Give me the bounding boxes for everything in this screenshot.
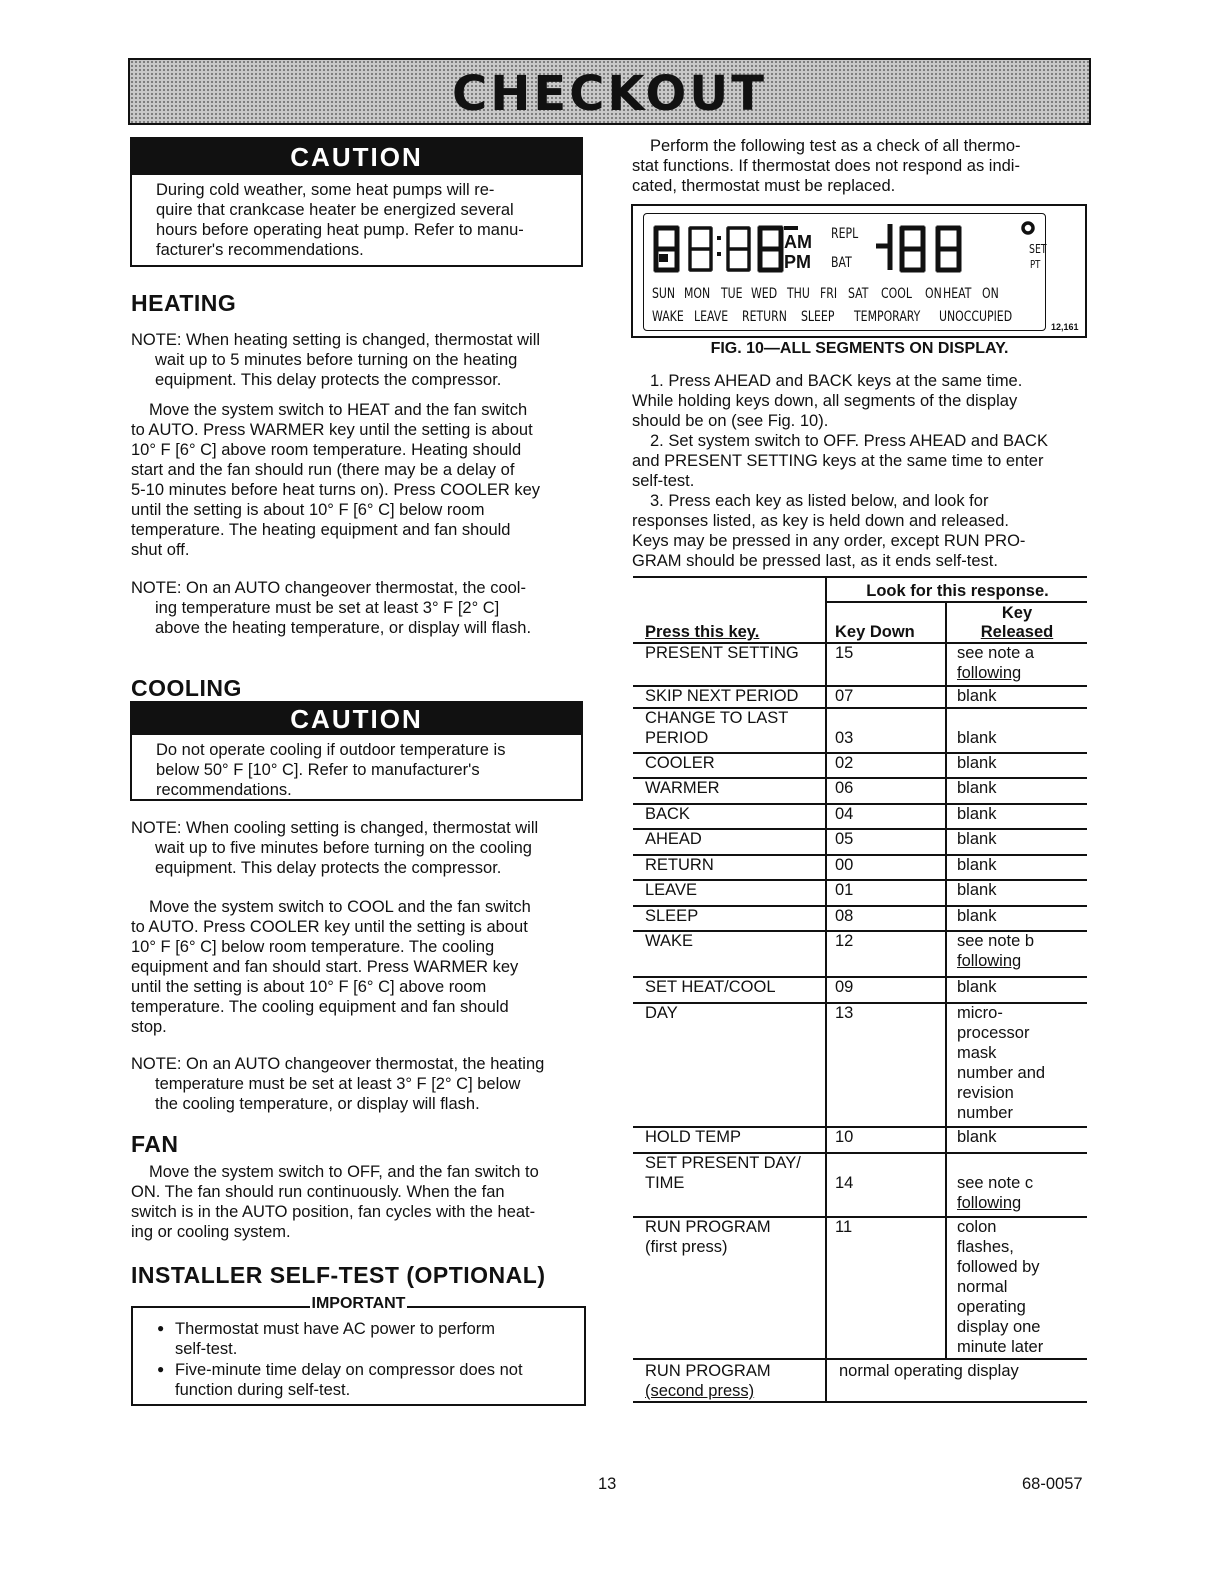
table-cell-key: WARMER bbox=[645, 779, 720, 797]
lcd-am: AM bbox=[784, 232, 812, 252]
table-cell-released: number and bbox=[957, 1064, 1046, 1082]
table-cell-released: following bbox=[957, 664, 1022, 682]
text-line: temperature. The cooling equipment and fan should bbox=[131, 998, 509, 1016]
text-line: switch is in the AUTO position, fan cycles with the heat- bbox=[131, 1203, 536, 1221]
caution-label: CAUTION bbox=[132, 703, 581, 735]
table-vline bbox=[945, 707, 947, 752]
text-line: 10° F [6° C] above room temperature. Heating should bbox=[131, 441, 522, 459]
text-line: should be on (see Fig. 10). bbox=[632, 412, 829, 430]
lcd-cool: COOL bbox=[881, 286, 912, 302]
text-line: GRAM should be pressed last, as it ends self-test. bbox=[632, 552, 998, 570]
table-cell-key: RETURN bbox=[645, 856, 714, 874]
table-cell-key-down: 01 bbox=[835, 881, 854, 899]
table-cell-released: mask bbox=[957, 1044, 997, 1062]
table-cell-key: PERIOD bbox=[645, 729, 709, 747]
table-vline bbox=[825, 879, 827, 905]
table-cell-key: SET HEAT/COOL bbox=[645, 978, 776, 996]
text-line: 10° F [6° C] below room temperature. The cooling bbox=[131, 938, 495, 956]
text-line: wait up to five minutes before turning on the cooling bbox=[155, 839, 532, 857]
table-cell-released: blank bbox=[957, 978, 997, 996]
text-line: stat functions. If thermostat does not respond as indi- bbox=[632, 157, 1020, 175]
table-cell-released: micro- bbox=[957, 1004, 1003, 1022]
page-number: 13 bbox=[598, 1475, 617, 1493]
table-cell-key: HOLD TEMP bbox=[645, 1128, 741, 1146]
table-vline bbox=[825, 1152, 827, 1216]
table-cell-key-down: 09 bbox=[835, 978, 854, 996]
table-cell-key: AHEAD bbox=[645, 830, 702, 848]
table-row-rule bbox=[633, 1358, 1087, 1360]
lcd-wake: WAKE bbox=[652, 309, 684, 325]
text-line: shut off. bbox=[131, 541, 190, 559]
table-vline bbox=[945, 1216, 947, 1358]
table-cell-span: normal operating display bbox=[839, 1362, 1019, 1380]
table-cell-released: see note a bbox=[957, 644, 1035, 662]
important-label-text: IMPORTANT bbox=[311, 1295, 406, 1312]
text-line: responses listed, as key is held down and released. bbox=[632, 512, 1009, 530]
text-line: equipment and fan should start. Press WARMER key bbox=[131, 958, 519, 976]
lcd-day-sat: SAT bbox=[848, 286, 869, 302]
table-cell-key-down: 14 bbox=[835, 1174, 854, 1192]
table-cell-key-down: 10 bbox=[835, 1128, 854, 1146]
table-cell-released: following bbox=[957, 1194, 1022, 1212]
figure-code: 12,161 bbox=[1051, 322, 1079, 332]
text-line: cated, thermostat must be replaced. bbox=[632, 177, 896, 195]
lcd-heat: HEAT bbox=[943, 286, 972, 302]
text-line: While holding keys down, all segments of the display bbox=[632, 392, 1018, 410]
lcd-leave: LEAVE bbox=[694, 309, 729, 325]
table-vline bbox=[945, 828, 947, 854]
table-row-rule bbox=[633, 905, 1087, 907]
text-line: above the heating temperature, or display will flash. bbox=[155, 619, 532, 637]
table-cell-released: blank bbox=[957, 779, 997, 797]
lcd-day-thu: THU bbox=[787, 286, 810, 302]
text-line: 1. Press AHEAD and BACK keys at the same time. bbox=[650, 372, 1023, 390]
table-vline bbox=[825, 905, 827, 930]
table-cell-released: revision bbox=[957, 1084, 1014, 1102]
text-line: to AUTO. Press COOLER key until the setting is about bbox=[131, 918, 528, 936]
table-cell-key-down: 07 bbox=[835, 687, 854, 705]
text-line: and PRESENT SETTING keys at the same time to enter bbox=[632, 452, 1044, 470]
table-vline bbox=[825, 1358, 827, 1402]
table-cell-key: DAY bbox=[645, 1004, 678, 1022]
table-vline bbox=[945, 1002, 947, 1126]
table-cell-key: TIME bbox=[645, 1174, 685, 1192]
table-vline bbox=[945, 752, 947, 777]
table-cell-released: following bbox=[957, 952, 1022, 970]
table-cell-key: (second press) bbox=[645, 1382, 755, 1400]
heading-self-test: INSTALLER SELF-TEST (OPTIONAL) bbox=[131, 1262, 546, 1288]
heading-cooling: COOLING bbox=[131, 675, 242, 701]
text-line: 2. Set system switch to OFF. Press AHEAD and BACK bbox=[650, 432, 1048, 450]
table-vline bbox=[945, 854, 947, 879]
table-row-rule bbox=[633, 1002, 1087, 1004]
table-top-rule bbox=[633, 576, 1087, 578]
table-vline-2-header bbox=[945, 601, 947, 642]
table-cell-released: colon bbox=[957, 1218, 997, 1236]
table-vline bbox=[945, 777, 947, 803]
text-line: ing temperature must be set at least 3° F [2° C] bbox=[155, 599, 500, 617]
table-cell-key-down: 03 bbox=[835, 729, 854, 747]
caution-line: below 50° F [10° C]. Refer to manufacturer's bbox=[156, 761, 480, 779]
table-cell-key: LEAVE bbox=[645, 881, 697, 899]
table-vline bbox=[825, 803, 827, 828]
text-line: NOTE: When cooling setting is changed, thermostat will bbox=[131, 819, 539, 837]
lcd-repl: REPL bbox=[831, 226, 859, 242]
table-cell-released: followed by bbox=[957, 1258, 1040, 1276]
lcd-on: ON bbox=[925, 286, 942, 302]
table-vline bbox=[825, 1002, 827, 1126]
table-vline bbox=[945, 879, 947, 905]
text-line: 5-10 minutes before heat turns on). Press COOLER key bbox=[131, 481, 541, 499]
lcd-temporary: TEMPORARY bbox=[854, 309, 921, 325]
table-row-rule bbox=[633, 879, 1087, 881]
table-cell-key-down: 15 bbox=[835, 644, 854, 662]
bullet-text: Thermostat must have AC power to perform bbox=[175, 1320, 496, 1338]
table-cell-released: blank bbox=[957, 1128, 997, 1146]
lcd-on: ON bbox=[982, 286, 999, 302]
bullet-text: Five-minute time delay on compressor does not bbox=[175, 1361, 523, 1379]
lcd-bat: BAT bbox=[831, 255, 852, 271]
text-line: ing or cooling system. bbox=[131, 1223, 291, 1241]
table-cell-released: minute later bbox=[957, 1338, 1044, 1356]
table-cell-released: see note c bbox=[957, 1174, 1034, 1192]
table-cell-key-down: 02 bbox=[835, 754, 854, 772]
table-cell-key: RUN PROGRAM bbox=[645, 1362, 771, 1380]
table-col-down: Key Down bbox=[835, 623, 915, 641]
text-line: stop. bbox=[131, 1018, 167, 1036]
table-cell-released: flashes, bbox=[957, 1238, 1014, 1256]
text-line: Move the system switch to COOL and the fan switch bbox=[149, 898, 531, 916]
table-cell-key: SKIP NEXT PERIOD bbox=[645, 687, 799, 705]
table-cell-key-down: 12 bbox=[835, 932, 854, 950]
table-cell-key: CHANGE TO LAST bbox=[645, 709, 789, 727]
text-line: temperature must be set at least 3° F [2° C] below bbox=[155, 1075, 521, 1093]
table-cell-key: COOLER bbox=[645, 754, 715, 772]
table-vline bbox=[825, 707, 827, 752]
lcd-day-tue: TUE bbox=[721, 286, 743, 302]
text-line: Move the system switch to OFF, and the fan switch to bbox=[149, 1163, 539, 1181]
table-cell-released: blank bbox=[957, 805, 997, 823]
table-cell-key: RUN PROGRAM bbox=[645, 1218, 771, 1236]
text-line: wait up to 5 minutes before turning on the heating bbox=[155, 351, 518, 369]
text-line: equipment. This delay protects the compressor. bbox=[155, 859, 502, 877]
text-line: the cooling temperature, or display will flash. bbox=[155, 1095, 480, 1113]
text-line: until the setting is about 10° F [6° C] below room bbox=[131, 501, 485, 519]
table-cell-released: blank bbox=[957, 881, 997, 899]
table-cell-released: blank bbox=[957, 754, 997, 772]
caution-label: CAUTION bbox=[132, 139, 581, 175]
table-cell-key-down: 06 bbox=[835, 779, 854, 797]
lcd-day-wed: WED bbox=[751, 286, 778, 302]
table-cell-released: see note b bbox=[957, 932, 1035, 950]
table-cell-released: processor bbox=[957, 1024, 1030, 1042]
heading-fan: FAN bbox=[131, 1131, 179, 1157]
text-line: Keys may be pressed in any order, except RUN PRO- bbox=[632, 532, 1026, 550]
table-vline bbox=[945, 905, 947, 930]
table-vline bbox=[945, 1152, 947, 1216]
table-cell-key-down: 13 bbox=[835, 1004, 854, 1022]
table-vline bbox=[945, 976, 947, 1002]
table-vline bbox=[945, 930, 947, 976]
text-line: Move the system switch to HEAT and the fan switch bbox=[149, 401, 528, 419]
table-cell-key-down: 11 bbox=[835, 1218, 853, 1236]
heading-heating: HEATING bbox=[131, 290, 237, 316]
text-line: NOTE: When heating setting is changed, thermostat will bbox=[131, 331, 541, 349]
table-cell-released: blank bbox=[957, 856, 997, 874]
table-vline bbox=[945, 1126, 947, 1152]
lcd-pm: PM bbox=[784, 252, 811, 272]
lcd-set: SET bbox=[1029, 242, 1047, 256]
caution-line: quire that crankcase heater be energized several bbox=[156, 201, 514, 219]
caution-line: facturer's recommendations. bbox=[156, 241, 364, 259]
lcd-sleep: SLEEP bbox=[801, 309, 835, 325]
text-line: Perform the following test as a check of all thermo- bbox=[650, 137, 1021, 155]
table-cell-released: number bbox=[957, 1104, 1013, 1122]
text-line: 3. Press each key as listed below, and look for bbox=[650, 492, 989, 510]
table-cell-key: BACK bbox=[645, 805, 690, 823]
table-col-key: Press this key. bbox=[645, 623, 760, 641]
lcd-day-fri: FRI bbox=[820, 286, 838, 302]
table-vline bbox=[825, 828, 827, 854]
text-line: NOTE: On an AUTO changeover thermostat, the heating bbox=[131, 1055, 545, 1073]
table-vline-1-header bbox=[825, 577, 827, 642]
text-line: equipment. This delay protects the compressor. bbox=[155, 371, 502, 389]
table-cell-released: operating bbox=[957, 1298, 1026, 1316]
text-line: until the setting is about 10° F [6° C] above room bbox=[131, 978, 487, 996]
table-vline bbox=[825, 1216, 827, 1358]
table-vline bbox=[945, 803, 947, 828]
lcd-unoccupied: UNOCCUPIED bbox=[939, 309, 1013, 325]
table-col-released-2: Released bbox=[980, 623, 1054, 641]
caution-line: recommendations. bbox=[156, 781, 292, 799]
bullet-text: self-test. bbox=[175, 1340, 238, 1358]
caution-line: Do not operate cooling if outdoor temperature is bbox=[156, 741, 506, 759]
caution-line: hours before operating heat pump. Refer to manu- bbox=[156, 221, 524, 239]
table-vline bbox=[825, 1126, 827, 1152]
table-row-rule bbox=[633, 803, 1087, 805]
doc-number: 68-0057 bbox=[1022, 1475, 1083, 1493]
text-line: NOTE: On an AUTO changeover thermostat, the cool- bbox=[131, 579, 526, 597]
text-line: self-test. bbox=[632, 472, 695, 490]
table-cell-key: WAKE bbox=[645, 932, 693, 950]
table-cell-key: PRESENT SETTING bbox=[645, 644, 799, 662]
table-vline bbox=[825, 777, 827, 803]
table-cell-key: SLEEP bbox=[645, 907, 699, 925]
lcd-day-mon: MON bbox=[684, 286, 711, 302]
table-cell-released: blank bbox=[957, 687, 997, 705]
table-vline bbox=[945, 642, 947, 685]
lcd-day-sun: SUN bbox=[652, 286, 676, 302]
table-cell-released: blank bbox=[957, 830, 997, 848]
text-line: temperature. The heating equipment and fan should bbox=[131, 521, 511, 539]
table-cell-key-down: 00 bbox=[835, 856, 854, 874]
table-cell-key: SET PRESENT DAY/ bbox=[645, 1154, 801, 1172]
table-cell-released: blank bbox=[957, 907, 997, 925]
lcd-return: RETURN bbox=[742, 309, 787, 325]
table-cell-key-down: 08 bbox=[835, 907, 854, 925]
table-vline bbox=[825, 930, 827, 976]
table-col-released-1: Key bbox=[1001, 604, 1033, 622]
table-group-header: Look for this response. bbox=[866, 582, 1049, 600]
table-vline bbox=[825, 685, 827, 707]
figure-caption: FIG. 10—ALL SEGMENTS ON DISPLAY. bbox=[710, 340, 1009, 357]
banner-title: CHECKOUT bbox=[452, 66, 767, 122]
bullet-text: function during self-test. bbox=[175, 1381, 351, 1399]
table-cell-released: display one bbox=[957, 1318, 1041, 1336]
table-vline bbox=[825, 642, 827, 685]
table-cell-released: blank bbox=[957, 729, 997, 747]
text-line: to AUTO. Press WARMER key until the setting is about bbox=[131, 421, 533, 439]
caution-line: During cold weather, some heat pumps will re- bbox=[156, 181, 495, 199]
text-line: ON. The fan should run continuously. When the fan bbox=[131, 1183, 505, 1201]
table-cell-key: (first press) bbox=[645, 1238, 728, 1256]
text-line: start and the fan should run (there may be a delay of bbox=[131, 461, 515, 479]
table-vline bbox=[825, 752, 827, 777]
table-bottom-rule bbox=[633, 1401, 1087, 1403]
table-cell-key-down: 04 bbox=[835, 805, 854, 823]
table-cell-released: normal bbox=[957, 1278, 1008, 1296]
table-vline bbox=[825, 976, 827, 1002]
lcd-pt: PT bbox=[1030, 258, 1041, 271]
table-vline bbox=[825, 854, 827, 879]
table-cell-key-down: 05 bbox=[835, 830, 854, 848]
table-vline bbox=[945, 685, 947, 707]
